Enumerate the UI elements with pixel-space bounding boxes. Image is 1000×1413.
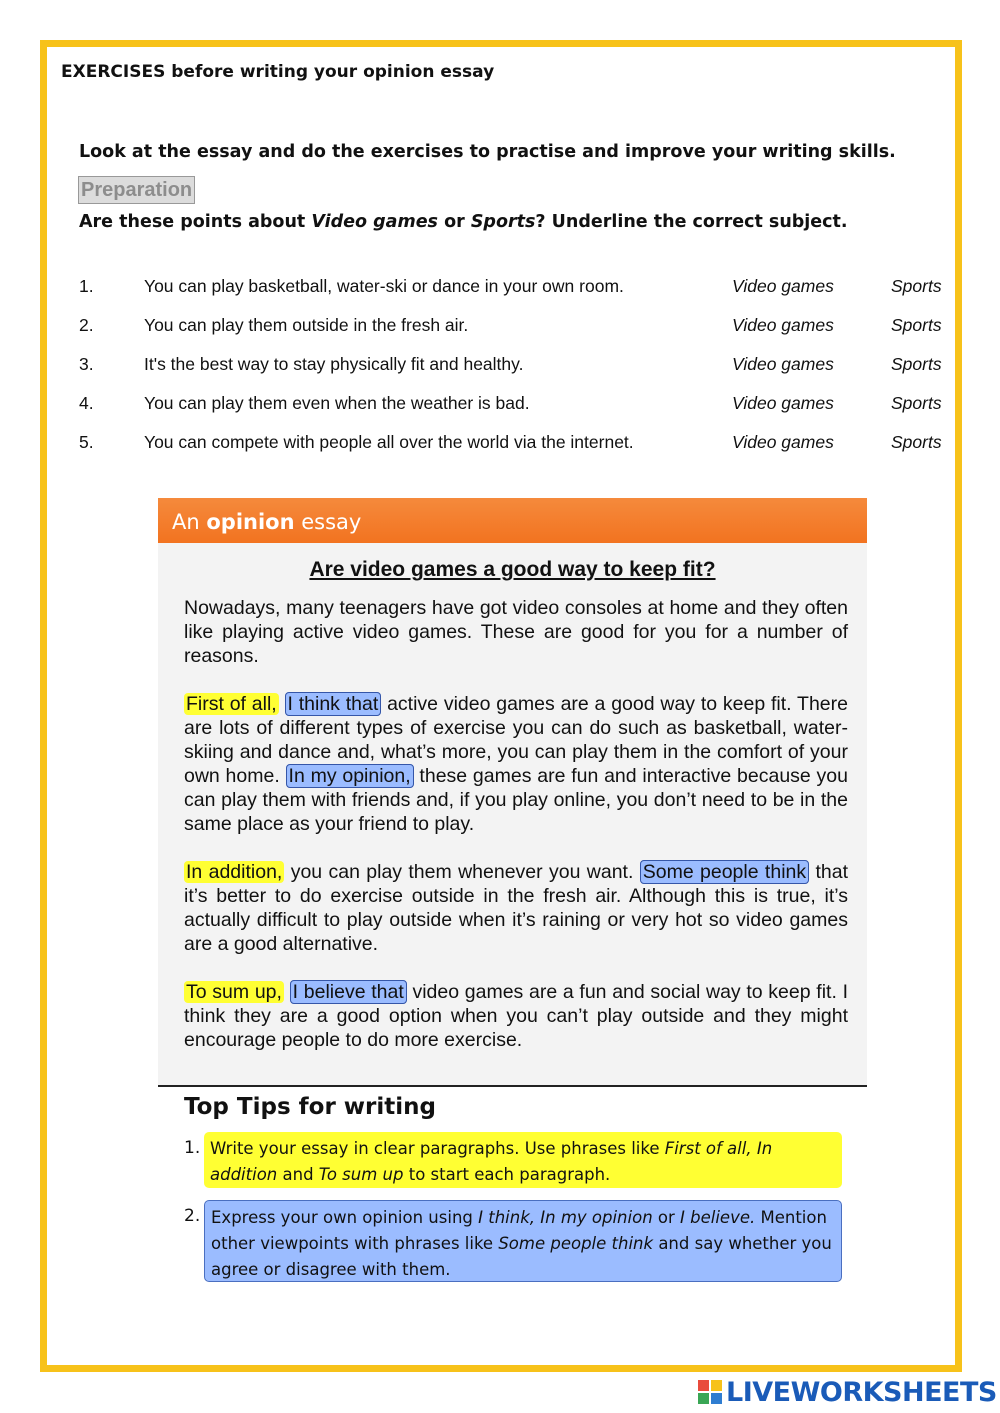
tip-number: 2. [184, 1206, 201, 1226]
item-text: You can play them outside in the fresh air. [144, 315, 469, 335]
item-number: 5. [79, 432, 94, 452]
question-instruction [79, 212, 848, 232]
item-text: It's the best way to stay physically fit and healthy. [144, 354, 524, 374]
option-sports[interactable]: Sports [891, 315, 942, 335]
item-number: 4. [79, 393, 94, 413]
option-video-games[interactable]: Video games [732, 393, 834, 413]
paragraph-text: active video games are a good way to keep fit. There are lots of different types of exercise you can do such as basketball, water-skiing and dance and, what’s more, you can play them in the comfort of your own home. [184, 693, 848, 787]
page-title: EXERCISES before writing your opinion essay [61, 62, 495, 82]
paragraph-text: that it’s better to do exercise outside in the fresh air. Although this is true, it’s actually difficult to play outside when it’s raining or very hot so video games are a good alternative. [184, 861, 848, 955]
paragraph-text: these games are fun and interactive because you can play them with friends and, if you play online, you don’t need to be in the same place as your friend to play. [184, 765, 848, 835]
item-text: You can compete with people all over the world via the internet. [144, 432, 634, 452]
essay-paragraph [184, 692, 848, 836]
item-text: You can play basketball, water-ski or dance in your own room. [144, 276, 624, 296]
item-number: 3. [79, 354, 94, 374]
tip-phrase: I believe. [680, 1208, 756, 1227]
tip-text: Express your own opinion using [211, 1208, 479, 1227]
liveworksheets-logo [698, 1378, 997, 1408]
option-video-games[interactable]: Video games [732, 315, 834, 335]
opinion-highlight: I believe that [290, 980, 407, 1004]
option-video-games[interactable]: Video games [732, 276, 834, 296]
opinion-highlight: In my opinion, [286, 764, 414, 788]
tips-title: Top Tips for writing [184, 1094, 436, 1120]
essay-header-text: An [172, 510, 207, 534]
tip-phrase: First of all, In addition [210, 1139, 773, 1184]
tip-text: to start each paragraph. [403, 1165, 611, 1184]
item-number: 2. [79, 315, 94, 335]
tip-item [158, 1200, 867, 1279]
tip-text: or [652, 1208, 681, 1227]
item-text: You can play them even when the weather is bad. [144, 393, 530, 413]
exercise-list [79, 274, 959, 469]
linker-highlight: First of all, [186, 693, 277, 715]
essay-paragraph [184, 980, 848, 1052]
paragraph-text: you can play them whenever you want. [284, 861, 640, 883]
question-part: or [437, 212, 471, 232]
question-part: Are these points about [79, 212, 312, 232]
liveworksheets-icon [698, 1380, 722, 1404]
question-option: Sports [470, 212, 536, 232]
tip-box [204, 1132, 842, 1188]
essay-header-text: essay [294, 510, 362, 534]
exercise-item [79, 352, 959, 391]
option-sports[interactable]: Sports [891, 393, 942, 413]
tip-text: and say whether you agree or disagree with them. [211, 1234, 832, 1279]
linker-highlight: In addition, [186, 861, 283, 883]
preparation-label: Preparation [78, 176, 195, 204]
tip-text: Write your essay in clear paragraphs. Use phrases like [210, 1139, 665, 1158]
brand-name: LIVEWORKSHEETS [726, 1377, 997, 1408]
opinion-essay-panel [158, 498, 867, 1087]
opinion-highlight: Some people think [640, 860, 809, 884]
tip-item [158, 1132, 867, 1188]
essay-title: Are video games a good way to keep fit? [309, 558, 716, 581]
exercise-item [79, 430, 959, 469]
essay-header-bold: opinion [206, 510, 295, 534]
tip-phrase: To sum up [318, 1165, 404, 1184]
option-video-games[interactable]: Video games [732, 354, 834, 374]
paragraph-text: video games are a fun and social way to keep fit. I think they are a good option when you can’t play outside and they might encourage people to do more exercise. [184, 981, 848, 1051]
item-number: 1. [79, 276, 94, 296]
essay-paragraph [184, 860, 848, 956]
tip-phrase: I think, In my opinion [478, 1208, 653, 1227]
tip-text: Mention other viewpoints with phrases like [211, 1208, 827, 1253]
question-part: ? Underline the correct subject. [535, 212, 848, 232]
tip-box [204, 1200, 842, 1282]
exercise-item [79, 313, 959, 352]
essay-header [158, 498, 867, 543]
option-sports[interactable]: Sports [891, 276, 942, 296]
question-option: Video games [311, 212, 438, 232]
option-sports[interactable]: Sports [891, 432, 942, 452]
option-video-games[interactable]: Video games [732, 432, 834, 452]
essay-paragraph: Nowadays, many teenagers have got video consoles at home and they often like playing active video games. These are good for you for a number of reasons. [184, 597, 848, 667]
opinion-highlight: I think that [285, 692, 382, 716]
tip-number: 1. [184, 1138, 201, 1158]
option-sports[interactable]: Sports [891, 354, 942, 374]
exercise-item [79, 391, 959, 430]
tip-text: and [277, 1165, 319, 1184]
top-tips-section [158, 1090, 867, 1279]
tip-phrase: Some people think [498, 1234, 654, 1253]
linker-highlight: To sum up, [186, 981, 282, 1003]
exercise-item [79, 274, 959, 313]
intro-instruction: Look at the essay and do the exercises to practise and improve your writing skills. [79, 142, 896, 162]
